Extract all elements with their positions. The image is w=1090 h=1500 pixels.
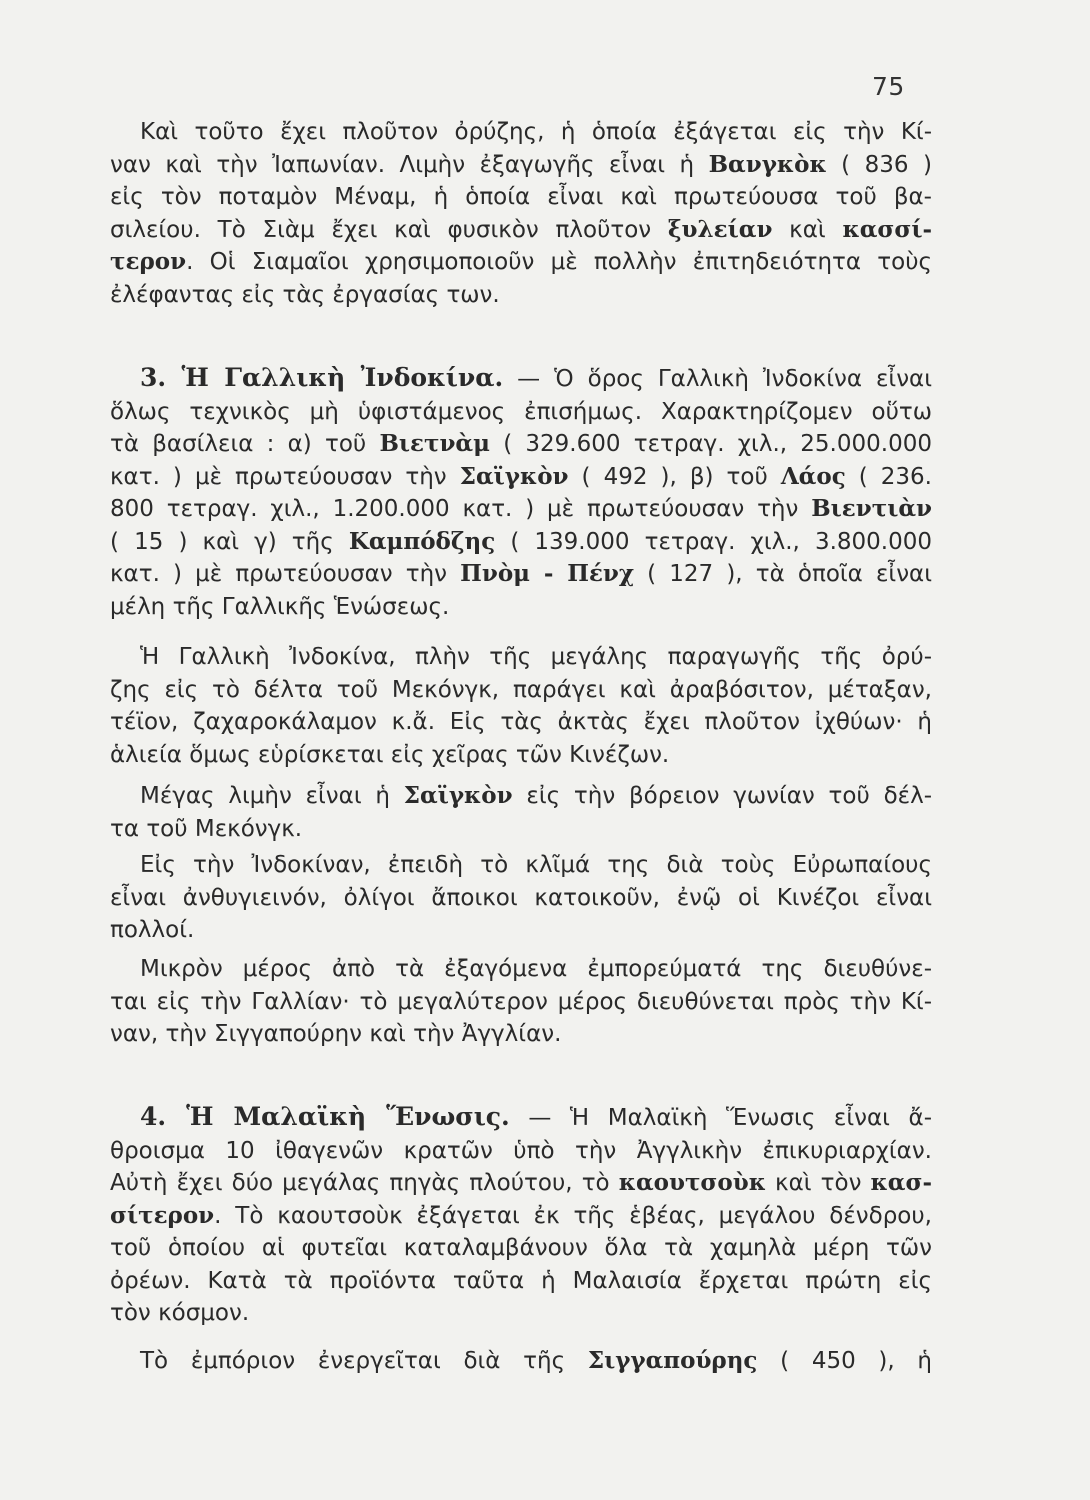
text-line: εἶναι ἀνθυγιεινόν, ὀλίγοι ἄποικοι κατοικοῦν, ἐνῷ οἱ Κινέζοι εἶναι — [110, 884, 932, 911]
paragraph-trade — [110, 1345, 932, 1378]
text-line: 800 τετραγ. χιλ., 1.200.000 κατ. ) μὲ πρωτεύουσαν τὴν Βιεντιὰν — [110, 495, 932, 522]
text-line: πολλοί. — [110, 917, 195, 943]
text-line: Εἰς τὴν Ἰνδοκίναν, ἐπειδὴ τὸ κλῖμά της διὰ τοὺς Εὐρωπαίους — [140, 852, 932, 878]
text-line: ὅλως τεχνικὸς μὴ ὑφιστάμενος ἐπισήμως. Χαρακτηρίζομεν οὕτω — [110, 398, 932, 425]
paragraph-saigon-port — [110, 780, 932, 845]
text-line: εἰς τὸν ποταμὸν Μέναμ, ἡ ὁποία εἶναι καὶ πρωτεύουσα τοῦ βα- — [110, 184, 932, 210]
text-line: σίτερον. Τὸ καουτσοὺκ ἐξάγεται ἐκ τῆς ἑβέας, μεγάλου δένδρου, — [110, 1201, 932, 1229]
text-line: τα τοῦ Μεκόνγκ. — [110, 815, 303, 842]
text-line: ὀρέων. Κατὰ τὰ προϊόντα ταῦτα ἡ Μαλαισία ἔρχεται πρώτη εἰς — [110, 1267, 932, 1294]
section-malay-union — [110, 1101, 932, 1330]
text-line: μέλη τῆς Γαλλικῆς Ἑνώσεως. — [110, 593, 450, 620]
text-line: 4. Ἡ Μαλαϊκὴ Ἕνωσις. — Ἡ Μαλαϊκὴ Ἕνωσις εἶναι ἄ- — [140, 1102, 932, 1131]
text-line: Ἡ Γαλλικὴ Ἰνδοκίνα, πλὴν τῆς μεγάλης παραγωγῆς τῆς ὀρύ- — [140, 644, 932, 670]
text-line: ναν καὶ τὴν Ἰαπωνίαν. Λιμὴν ἐξαγωγῆς εἶναι ἡ Βανγκὸκ ( 836 ) — [110, 150, 932, 178]
text-line: ( 15 ) καὶ γ) τῆς Καμπόδζης ( 139.000 τετραγ. χιλ., 3.800.000 — [110, 527, 932, 555]
page-number: 75 — [872, 72, 905, 101]
section-heading: 3. Ἡ Γαλλικὴ Ἰνδοκίνα. — [140, 363, 504, 392]
text-line: ται εἰς τὴν Γαλλίαν· τὸ μεγαλύτερον μέρος διευθύνεται πρὸς τὴν Κί- — [110, 988, 932, 1015]
text-line: 3. Ἡ Γαλλικὴ Ἰνδοκίνα. — Ὁ ὅρος Γαλλικὴ Ἰνδοκίνα εἶναι — [140, 363, 932, 392]
text-line: τοῦ ὁποίου αἱ φυτεῖαι καταλαμβάνουν ὅλα τὰ χαμηλὰ μέρη τῶν — [110, 1235, 932, 1261]
text-line: τὸν κόσμον. — [110, 1300, 250, 1326]
text-line: θροισμα 10 ἰθαγενῶν κρατῶν ὑπὸ τὴν Ἀγγλικὴν ἐπικυριαρχίαν. — [110, 1137, 932, 1164]
paragraph-climate — [110, 849, 932, 947]
text-line: Καὶ τοῦτο ἔχει πλοῦτον ὀρύζης, ἡ ὁποία ἐξάγεται εἰς τὴν Κί- — [140, 119, 932, 145]
text-line: ἐλέφαντας εἰς τὰς ἐργασίας των. — [110, 281, 500, 308]
text-line: κατ. ) μὲ πρωτεύουσαν τὴν Πνὸμ - Πένχ ( 127 ), τὰ ὁποῖα εἶναι — [110, 560, 932, 587]
text-line: τέϊον, ζαχαροκάλαμον κ.ἄ. Εἰς τὰς ἀκτὰς ἔχει πλοῦτον ἰχθύων· ἡ — [110, 709, 932, 735]
text-line: ναν, τὴν Σιγγαπούρην καὶ τὴν Ἀγγλίαν. — [110, 1021, 562, 1047]
text-line: τερον. Οἱ Σιαμαῖοι χρησιμοποιοῦν μὲ πολλὴν ἐπιτηδειότητα τοὺς — [110, 248, 932, 275]
text-line: Αὐτὴ ἔχει δύο μεγάλας πηγὰς πλούτου, τὸ καουτσοὺκ καὶ τὸν κασ- — [110, 1169, 932, 1196]
text-line: ἁλιεία ὅμως εὑρίσκεται εἰς χεῖρας τῶν Κινέζων. — [110, 741, 670, 768]
text-line: Μέγας λιμὴν εἶναι ἡ Σαϊγκὸν εἰς τὴν βόρειον γωνίαν τοῦ δέλ- — [140, 782, 932, 809]
text-line: Μικρὸν μέρος ἀπὸ τὰ ἐξαγόμενα ἐμπορεύματά της διευθύνε- — [140, 956, 932, 982]
paragraph-siam-wealth — [110, 116, 932, 311]
paragraph-indochina-production — [110, 641, 932, 771]
paragraph-exports — [110, 953, 932, 1051]
text-line: τὰ βασίλεια : α) τοῦ Βιετνὰμ ( 329.600 τετραγ. χιλ., 25.000.000 — [110, 430, 932, 457]
text-line: ζης εἰς τὸ δέλτα τοῦ Μεκόνγκ, παράγει καὶ ἀραβόσιτον, μέταξαν, — [110, 676, 932, 703]
text-line: κατ. ) μὲ πρωτεύουσαν τὴν Σαϊγκὸν ( 492 ), β) τοῦ Λάος ( 236. — [110, 462, 932, 490]
section-heading: 4. Ἡ Μαλαϊκὴ Ἕνωσις. — [140, 1102, 510, 1131]
text-line: Τὸ ἐμπόριον ἐνεργεῖται διὰ τῆς Σιγγαπούρης ( 450 ), ἡ — [140, 1347, 932, 1374]
text-line: σιλείου. Τὸ Σιὰμ ἔχει καὶ φυσικὸν πλοῦτον ξυλείαν καὶ κασσί- — [110, 215, 932, 243]
section-french-indochina — [110, 362, 932, 623]
